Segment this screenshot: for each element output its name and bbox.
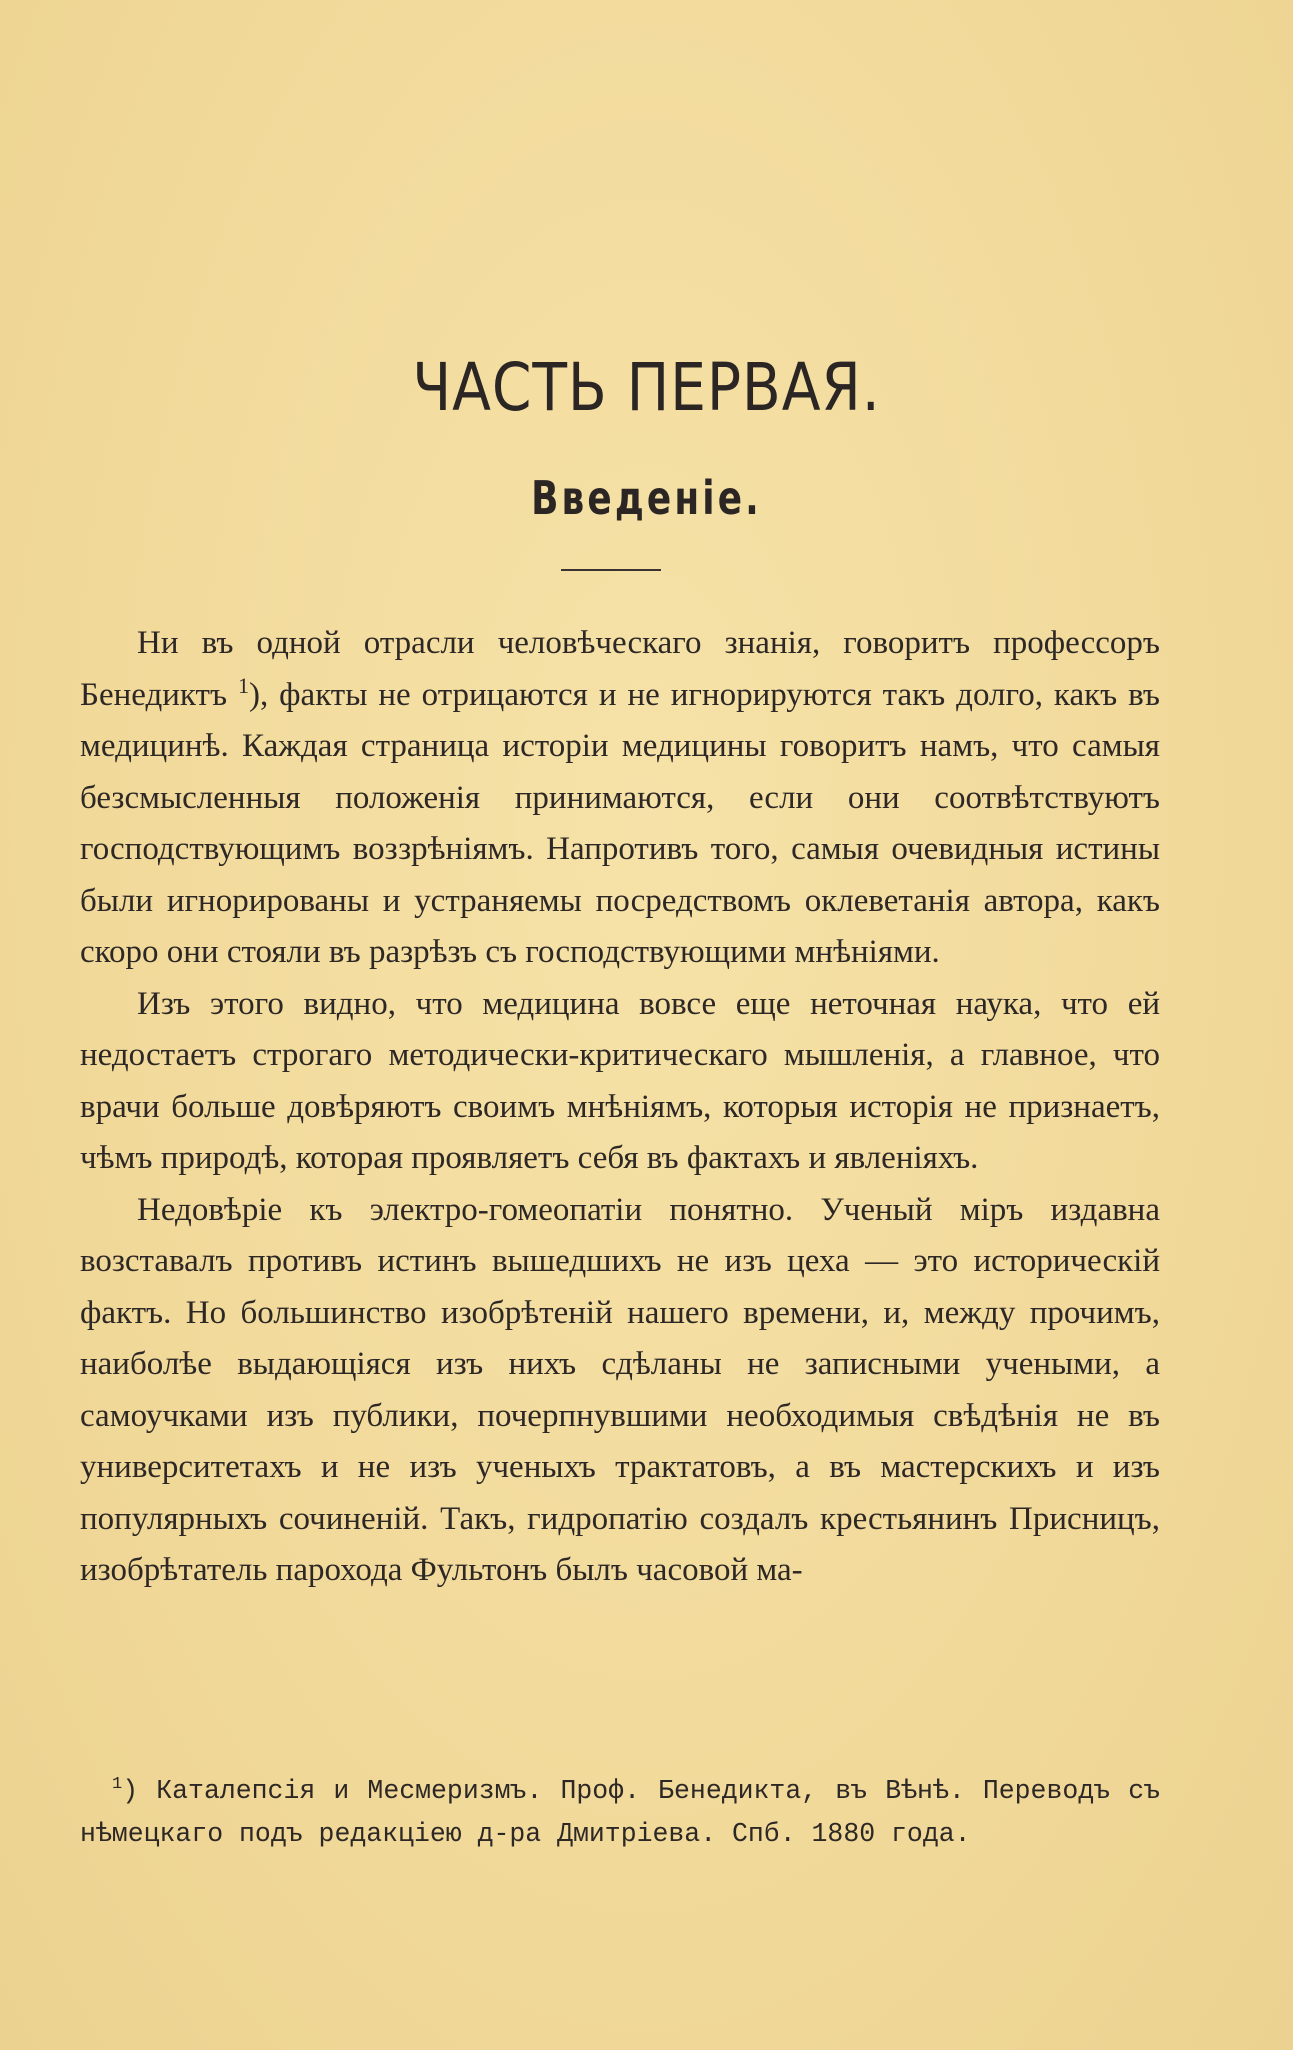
body-text <box>80 618 1160 1597</box>
footnote <box>80 1770 1160 1856</box>
paragraph-3: Недовѣріе къ электро-гомеопатіи понятно. Ученый міръ издавна возставалъ противъ истинъ вышедшихъ не изъ цеха — это историческій фактъ. Но большинство изобрѣтеній нашего времени, и, между прочимъ, наиболѣе выдающіяся изъ нихъ сдѣланы не записными учеными, а самоучками изъ публики, почерпнувшими необходимыя свѣдѣнія не въ университетахъ и не изъ ученыхъ трактатовъ, а въ мастерскихъ и изъ популярныхъ сочиненій. Такъ, гидропатію создалъ крестьянинъ Присницъ, изобрѣтатель парохода Фультонъ былъ часовой ма- <box>80 1191 1160 1588</box>
paragraph-2: Изъ этого видно, что медицина вовсе еще неточная наука, что ей недостаетъ строгаго методически-критическаго мышленія, а главное, что врачи больше довѣряютъ своимъ мнѣніямъ, которыя исторія не признаетъ, чѣмъ природѣ, которая проявляетъ себя въ фактахъ и явленіяхъ. <box>80 985 1160 1176</box>
paragraph-1-end: ), факты не отрицаются и не игнорируются такъ долго, какъ въ медицинѣ. Каждая страница исторіи медицины говоритъ намъ, что самыя безсмысленныя положенія принимаются, если они соотвѣтствуютъ господствующимъ воззрѣніямъ. Напротивъ того, самыя очевидныя истины были игнорированы и устраняемы посредствомъ оклеветанія автора, какъ скоро они стояли въ разрѣзъ съ господствующими мнѣніями. <box>80 676 1160 970</box>
footnote-text: ) Каталепсія и Месмеризмъ. Проф. Бенедикта, въ Вѣнѣ. Переводъ съ нѣмецкаго подъ редакціею д-ра Дмитріева. Спб. 1880 года. <box>80 1776 1160 1849</box>
paragraph-1 <box>80 618 1160 979</box>
footnote-reference: 1 <box>237 672 249 698</box>
title-divider <box>561 569 661 571</box>
part-title: ЧАСТЬ ПЕРВАЯ. <box>412 349 881 426</box>
footnote-text-line <box>80 1770 1160 1856</box>
footnote-mark: 1 <box>112 1775 123 1795</box>
paragraph-1-start: Ни въ одной отрасли человѣческаго знанія, говоритъ профессоръ Бенедиктъ <box>80 625 1160 713</box>
section-title: Введенie. <box>531 471 762 525</box>
